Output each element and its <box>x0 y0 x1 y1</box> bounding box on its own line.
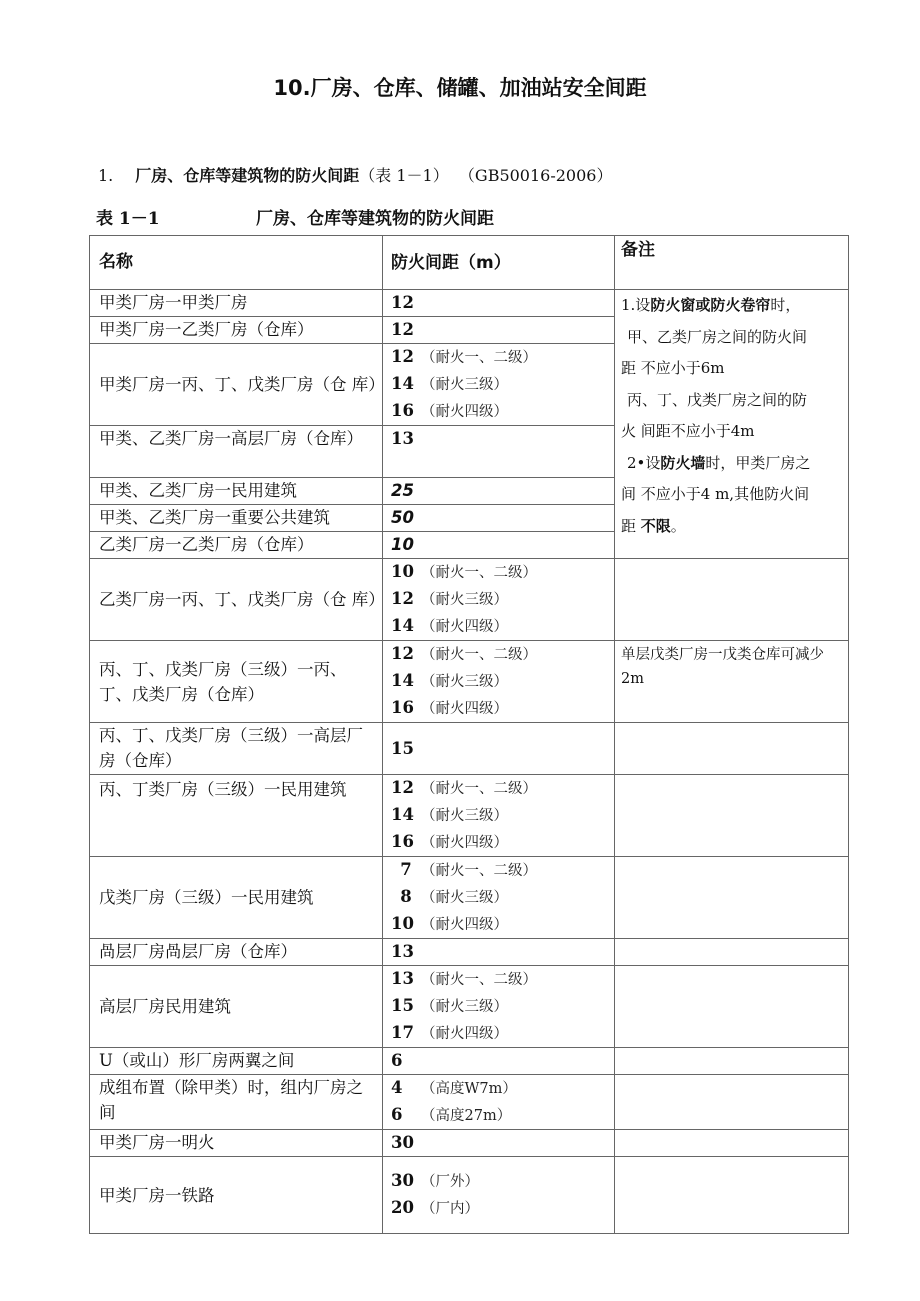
row-name: 甲类厂房一铁路 <box>90 1157 383 1234</box>
distance-note: （耐火三级） <box>421 674 508 690</box>
remark-line: 间 不应小于4 m,其他防火间 <box>621 485 810 503</box>
row-distance <box>383 290 615 317</box>
row-distance <box>383 1075 615 1130</box>
header-distance: 防火间距（m） <box>383 236 615 290</box>
distance-value: 14 <box>391 805 414 824</box>
remark-cell <box>615 559 849 641</box>
distance-value: 6 <box>391 1105 403 1124</box>
row-name: 高层厂房民用建筑 <box>90 966 383 1048</box>
distance-value: 13 <box>391 969 414 988</box>
distance-value: 12 <box>391 347 414 366</box>
fire-distance-table <box>89 235 849 1234</box>
row-distance <box>383 723 615 775</box>
row-name: U（或山）形厂房两翼之间 <box>90 1048 383 1075</box>
row-name: 甲类厂房一丙、丁、戊类厂房（仓 库） <box>90 344 383 426</box>
remark-cell <box>615 1075 849 1130</box>
distance-note: （耐火三级） <box>421 592 508 608</box>
distance-value: 30 <box>391 1171 414 1190</box>
distance-note: （高度W7m） <box>421 1081 517 1097</box>
row-distance <box>383 1157 615 1234</box>
row-name: 甲类、乙类厂房一重要公共建筑 <box>90 505 383 532</box>
distance-value: 8 <box>400 887 412 906</box>
distance-value: 10 <box>391 535 414 554</box>
row-distance <box>383 426 615 478</box>
row-name: 甲类、乙类厂房一高层厂房（仓库） <box>90 426 383 478</box>
row-name: 甲类厂房一甲类厂房 <box>90 290 383 317</box>
row-distance <box>383 532 615 559</box>
distance-value: 30 <box>391 1133 414 1152</box>
distance-note: （厂外） <box>421 1174 479 1190</box>
remark-cell <box>615 1157 849 1234</box>
distance-value: 12 <box>391 320 414 339</box>
row-distance <box>383 317 615 344</box>
distance-value: 25 <box>391 481 414 500</box>
table-caption-title: 厂房、仓库等建筑物的防火间距 <box>256 209 494 229</box>
remark-cell <box>615 1048 849 1075</box>
distance-value: 15 <box>391 738 414 758</box>
distance-value: 10 <box>391 914 414 933</box>
distance-value: 50 <box>391 508 414 527</box>
row-name: 丙、丁、戊类厂房（三级）一高层厂房（仓库） <box>90 723 383 775</box>
table-row <box>90 1130 849 1157</box>
row-distance <box>383 478 615 505</box>
section-number: 1. <box>98 166 114 185</box>
table-row <box>90 290 849 317</box>
table-caption-number: 表 1－1 <box>96 209 160 229</box>
remark-line: 1.设防火窗或防火卷帘时， <box>621 296 801 314</box>
section-table-ref: （表 1－1） <box>359 166 449 185</box>
table-row <box>90 1157 849 1234</box>
distance-value: 15 <box>391 996 414 1015</box>
remark-line: 距 不限。 <box>621 516 686 535</box>
table-row <box>90 641 849 723</box>
remark-cell <box>615 1130 849 1157</box>
remark-cell: 单层戊类厂房一戊类仓库可减少2m <box>615 641 849 723</box>
remark-line: 距 不应小于6m <box>621 359 725 377</box>
remark-emphasis: 防火墙 <box>660 453 706 472</box>
remark-line: 火 间距不应小于4m <box>621 422 755 440</box>
row-distance <box>383 1048 615 1075</box>
remark-cell <box>615 775 849 857</box>
distance-note: （耐火四级） <box>421 701 508 717</box>
row-name: 咼层厂房咼层厂房（仓库） <box>90 939 383 966</box>
row-distance <box>383 641 615 723</box>
distance-note: （耐火四级） <box>421 1026 508 1042</box>
row-name: 丙、丁类厂房（三级）一民用建筑 <box>90 775 383 857</box>
distance-value: 14 <box>391 671 414 690</box>
distance-value: 12 <box>391 293 414 312</box>
distance-note: （耐火四级） <box>421 619 508 635</box>
distance-note: （耐火一、二级） <box>421 350 537 366</box>
row-name: 乙类厂房一乙类厂房（仓库） <box>90 532 383 559</box>
table-row <box>90 939 849 966</box>
distance-value: 12 <box>391 778 414 797</box>
distance-value: 4 <box>391 1078 403 1097</box>
distance-value: 14 <box>391 616 414 635</box>
distance-value: 16 <box>391 698 414 717</box>
row-name: 丙、丁、戊类厂房（三级）一丙、 丁、戊类厂房（仓库） <box>90 641 383 723</box>
distance-value: 16 <box>391 401 414 420</box>
row-distance <box>383 857 615 939</box>
page-title: 10.厂房、仓库、储罐、加油站安全间距 <box>273 76 647 100</box>
row-name: 成组布置（除甲类）时，组内厂房之 间 <box>90 1075 383 1130</box>
remark-line: 2•设防火墙时，甲类厂房之 <box>627 453 811 472</box>
distance-note: （耐火三级） <box>421 890 508 906</box>
row-distance <box>383 344 615 426</box>
row-distance <box>383 505 615 532</box>
distance-note: （厂内） <box>421 1201 479 1217</box>
distance-value: 10 <box>391 562 414 581</box>
remark-emphasis: 不限 <box>640 516 671 535</box>
row-name: 乙类厂房一丙、丁、戊类厂房（仓 库） <box>90 559 383 641</box>
distance-value: 12 <box>391 644 414 663</box>
header-name: 名称 <box>90 236 383 290</box>
distance-note: （耐火三级） <box>421 808 508 824</box>
row-distance <box>383 966 615 1048</box>
distance-note: （耐火一、二级） <box>421 863 537 879</box>
table-row <box>90 559 849 641</box>
distance-note: （高度27m） <box>421 1108 512 1124</box>
distance-value: 13 <box>391 429 414 448</box>
distance-value: 13 <box>391 942 414 961</box>
row-distance <box>383 559 615 641</box>
distance-value: 12 <box>391 589 414 608</box>
distance-value: 17 <box>391 1023 414 1042</box>
row-name: 甲类、乙类厂房一民用建筑 <box>90 478 383 505</box>
remark-cell <box>615 857 849 939</box>
row-name: 戊类厂房（三级）一民用建筑 <box>90 857 383 939</box>
distance-value: 7 <box>400 860 412 879</box>
table-row <box>90 1075 849 1130</box>
remark-cell <box>615 966 849 1048</box>
header-remark: 备注 <box>615 236 849 290</box>
section-standard: （GB50016-2006） <box>458 166 613 185</box>
table-header-row <box>90 236 849 290</box>
remark-line: 甲、乙类厂房之间的防火间 <box>627 327 808 346</box>
section-heading <box>98 163 612 186</box>
table-row <box>90 966 849 1048</box>
distance-note: （耐火一、二级） <box>421 565 537 581</box>
remark-cell <box>615 723 849 775</box>
remark-line: 丙、丁、戊类厂房之间的防 <box>627 390 808 409</box>
table-caption <box>96 204 494 229</box>
distance-note: （耐火三级） <box>421 999 508 1015</box>
section-title: 厂房、仓库等建筑物的防火间距 <box>135 166 360 185</box>
row-name: 甲类厂房一乙类厂房（仓库） <box>90 317 383 344</box>
table-row <box>90 723 849 775</box>
remark-emphasis: 防火窗或防火卷帘 <box>650 296 771 314</box>
table-row <box>90 857 849 939</box>
row-distance <box>383 939 615 966</box>
distance-note: （耐火四级） <box>421 404 508 420</box>
distance-value: 6 <box>391 1051 403 1070</box>
distance-note: （耐火三级） <box>421 377 508 393</box>
distance-note: （耐火一、二级） <box>421 647 537 663</box>
row-name: 甲类厂房一明火 <box>90 1130 383 1157</box>
table-row <box>90 1048 849 1075</box>
remark-cell <box>615 939 849 966</box>
distance-note: （耐火一、二级） <box>421 972 537 988</box>
distance-note: （耐火四级） <box>421 835 508 851</box>
table-row <box>90 775 849 857</box>
row-distance <box>383 1130 615 1157</box>
row-distance <box>383 775 615 857</box>
distance-note: （耐火一、二级） <box>421 781 537 797</box>
distance-value: 16 <box>391 832 414 851</box>
remark-cell <box>615 290 849 559</box>
distance-value: 20 <box>391 1198 414 1217</box>
distance-note: （耐火四级） <box>421 917 508 933</box>
distance-value: 14 <box>391 374 414 393</box>
